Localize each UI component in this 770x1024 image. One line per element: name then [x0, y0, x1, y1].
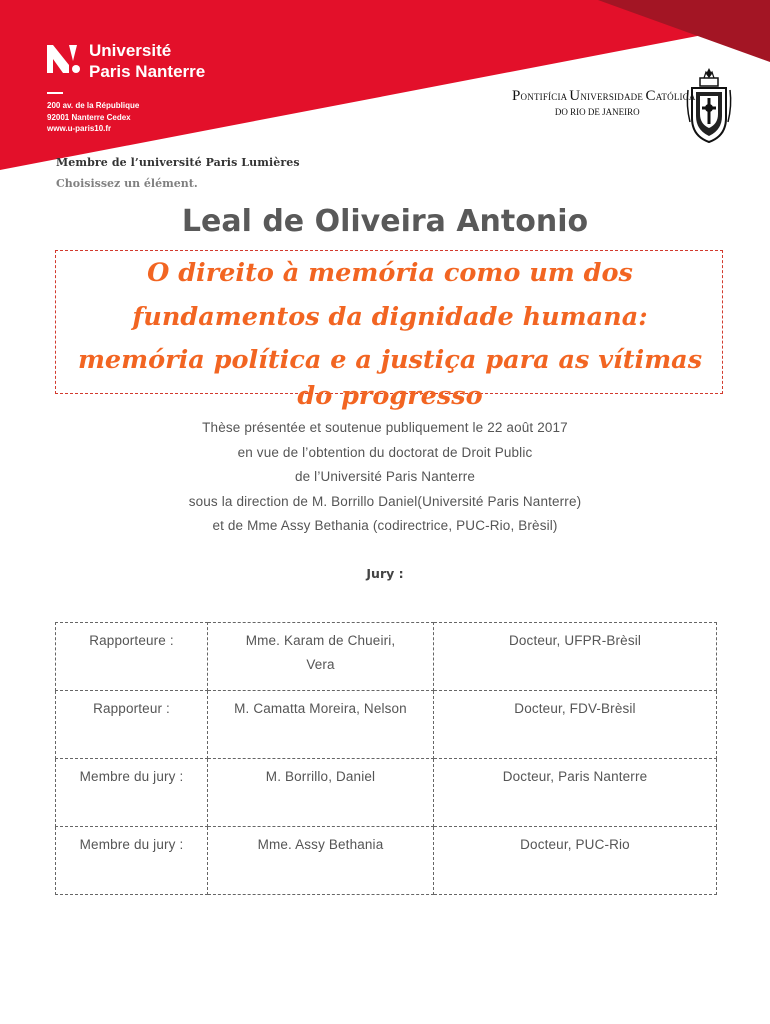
address-line2: 92001 Nanterre Cedex — [47, 112, 131, 122]
university-address — [47, 100, 139, 135]
table-row — [56, 691, 717, 759]
puc-name-line2: DO RIO DE JANEIRO — [554, 107, 640, 117]
jury-heading: Jury : — [366, 566, 404, 581]
jury-member-title: Docteur, Paris Nanterre — [434, 759, 717, 827]
info-line: et de Mme Assy Bethania (codirectrice, PUC-Rio, Brèsil) — [212, 518, 558, 533]
university-name-line2: Paris Nanterre — [89, 62, 206, 81]
jury-member-title: Docteur, FDV-Brèsil — [434, 691, 717, 759]
address-line1: 200 av. de la République — [47, 101, 140, 110]
jury-member-name: Mme. Assy Bethania — [208, 827, 434, 895]
table-row — [56, 623, 717, 691]
jury-member-name: Mme. Karam de Chueiri, Vera — [208, 623, 434, 691]
jury-member-title: Docteur, PUC-Rio — [434, 827, 717, 895]
jury-member-name: M. Borrillo, Daniel — [208, 759, 434, 827]
info-line: Thèse présentée et soutenue publiquement le 22 août 2017 — [202, 420, 568, 435]
element-chooser[interactable]: Choisissez un élément. — [56, 177, 198, 190]
thesis-info — [0, 416, 770, 539]
logo-divider — [47, 92, 63, 94]
title-line: memória política e a justiça para as vítimas — [77, 345, 703, 375]
university-name-line1: Université — [89, 41, 172, 60]
jury-member-name: M. Camatta Moreira, Nelson — [208, 691, 434, 759]
info-line: de l’Université Paris Nanterre — [294, 469, 476, 484]
title-line: do progresso — [297, 380, 483, 411]
jury-role: Rapporteur : — [56, 691, 208, 759]
jury-role: Rapporteure : — [56, 623, 208, 691]
puc-name-line1: PONTIFÍCIA UNIVERSIDADE CATÓLICA — [512, 88, 696, 104]
table-row — [56, 759, 717, 827]
thesis-title — [40, 252, 740, 409]
membership-text: Membre de l’université Paris Lumières — [56, 156, 300, 169]
puc-crest-icon — [684, 66, 734, 146]
jury-member-title: Docteur, UFPR-Brèsil — [434, 623, 717, 691]
author-name: Leal de Oliveira Antonio — [181, 204, 589, 239]
jury-role: Membre du jury : — [56, 759, 208, 827]
jury-role: Membre du jury : — [56, 827, 208, 895]
jury-table — [55, 622, 717, 895]
title-line: fundamentos da dignidade humana: — [132, 301, 648, 332]
title-line: O direito à memória como um dos — [147, 258, 633, 288]
nanterre-logo-icon — [45, 43, 83, 75]
info-line: sous la direction de M. Borrillo Daniel(Université Paris Nanterre) — [188, 493, 582, 509]
puc-rio-logo — [512, 66, 734, 152]
website-link[interactable]: www.u-paris10.fr — [47, 124, 112, 133]
info-line: en vue de l’obtention du doctorat de Droit Public — [237, 444, 533, 460]
table-row — [56, 827, 717, 895]
